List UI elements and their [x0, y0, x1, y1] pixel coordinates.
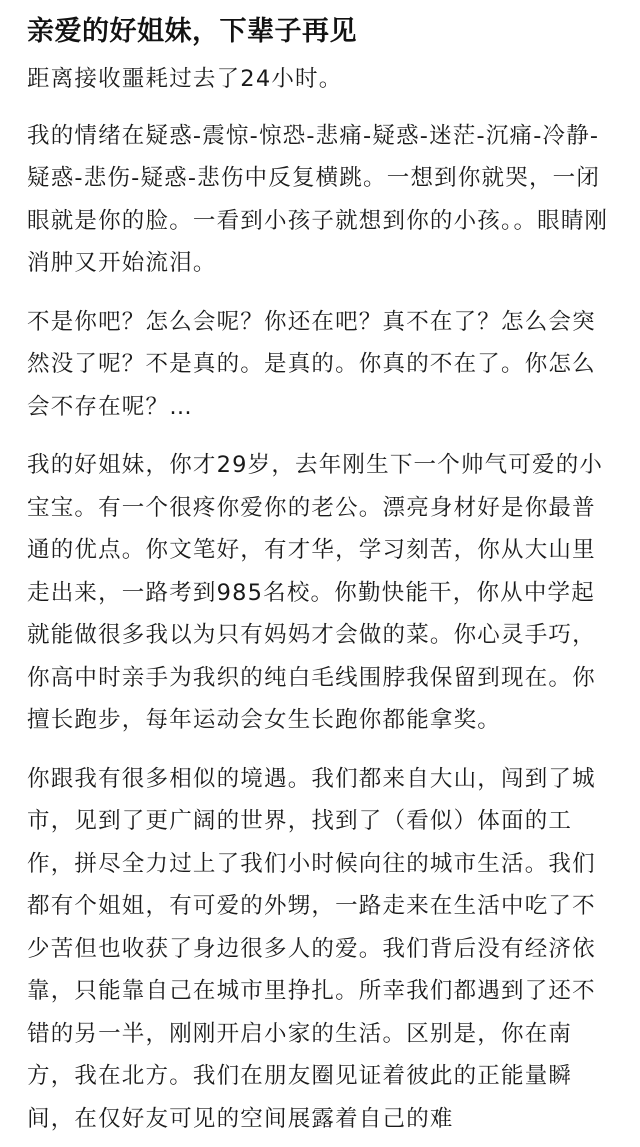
paragraph-1: 距离接收噩耗过去了24小时。 [27, 66, 343, 92]
paragraph-3: 不是你吧？怎么会呢？你还在吧？真不在了？怎么会突然没了呢？不是真的。是真的。你真的不在了。你怎么会不存在呢？… [27, 308, 596, 420]
article-title: 亲爱的好姐妹，下辈子再见 [27, 16, 357, 47]
paragraph-4: 我的好姐妹，你才29岁，去年刚生下一个帅气可爱的小宝宝。有一个很疼你爱你的老公。漂亮身材好是你最普通的优点。你文笔好，有才华，学习刻苦，你从大山里走出来，一路考到985名校。你勤快能干，你从中学起就能做很多我以为只有妈妈才会做的菜。你心灵手巧，你高中时亲手为我织的纯白毛线围脖我保留到现在。你擅长跑步，每年运动会女生长跑你都能拿奖。 [27, 452, 604, 733]
paragraph-5: 你跟我有很多相似的境遇。我们都来自大山，闯到了城市，见到了更广阔的世界，找到了（看似）体面的工作，拼尽全力过上了我们小时候向往的城市生活。我们都有个姐姐，有可爱的外甥，一路走来在生活中吃了不少苦但也收获了身边很多人的爱。我们背后没有经济依靠，只能靠自己在城市里挣扎。所幸我们都遇到了还不错的另一半，刚刚开启小家的生活。区别是，你在南方，我在北方。我们在朋友圈见证着彼此的正能量瞬间，在仅好友可见的空间展露着自己的难 [27, 765, 596, 1132]
paragraph-2: 我的情绪在疑惑-震惊-惊恐-悲痛-疑惑-迷茫-沉痛-冷静-疑惑-悲伤-疑惑-悲伤中反复横跳。一想到你就哭，一闭眼就是你的脸。一看到小孩子就想到你的小孩。。眼睛刚消肿又开始流泪。 [27, 122, 609, 276]
